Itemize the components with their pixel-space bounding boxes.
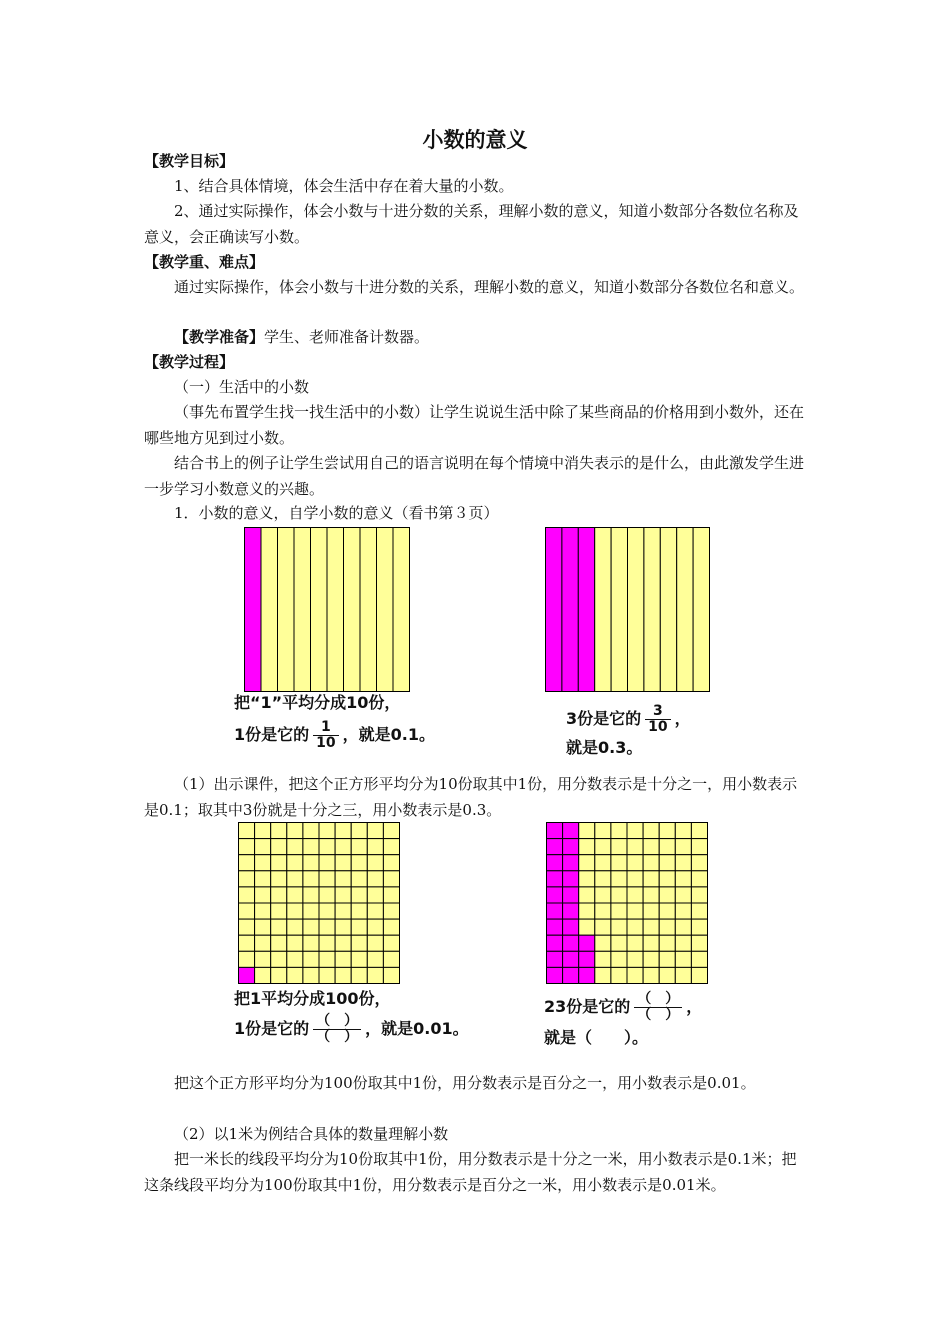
cell [643, 919, 659, 935]
cell [627, 951, 643, 967]
cell [335, 887, 351, 903]
shaded-cell [547, 919, 563, 935]
tenths-grid-three-shaded [545, 527, 710, 692]
fig2-fraction [645, 704, 670, 735]
cell [595, 871, 611, 887]
cell [271, 967, 287, 983]
cell [383, 967, 399, 983]
cell [271, 903, 287, 919]
cell [627, 887, 643, 903]
cell [303, 967, 319, 983]
cell [367, 823, 383, 839]
shaded-cell [563, 823, 579, 839]
cell [627, 855, 643, 871]
cell [643, 871, 659, 887]
fig1-caption-line1: 把“1”平均分成10份， [234, 693, 401, 712]
cell [335, 855, 351, 871]
cell [367, 967, 383, 983]
cell [627, 871, 643, 887]
cell [351, 903, 367, 919]
shaded-cell [563, 967, 579, 983]
cell [287, 823, 303, 839]
cell [239, 855, 255, 871]
cell [239, 919, 255, 935]
cell [595, 935, 611, 951]
cell [335, 935, 351, 951]
teaching-goal-2: 2、通过实际操作，体会小数与十进分数的关系，理解小数的意义，知道小数部分各数位名称及意义，会正确读写小数。 [144, 202, 799, 246]
cell [287, 871, 303, 887]
cell [675, 839, 691, 855]
shaded-cell [563, 839, 579, 855]
cell [367, 935, 383, 951]
cell [611, 855, 627, 871]
cell [691, 967, 707, 983]
paragraph-5: 把一米长的线段平均分为10份取其中1份，用分数表示是十分之一米，用小数表示是0.1米；把这条线段平均分为100份取其中1份，用分数表示是百分之一米，用小数表示是0.01米。 [144, 1150, 797, 1194]
process-heading: 【教学过程】 [144, 353, 235, 371]
shaded-cell [547, 871, 563, 887]
preparation-heading: 【教学准备】 [174, 328, 265, 346]
cell [239, 887, 255, 903]
cell [319, 967, 335, 983]
cell [303, 855, 319, 871]
cell [271, 919, 287, 935]
strip [660, 528, 676, 692]
tenths-grid-one-shaded [244, 527, 410, 692]
cell [271, 839, 287, 855]
cell [335, 951, 351, 967]
cell [351, 871, 367, 887]
cell [675, 823, 691, 839]
fig1-fraction [313, 720, 338, 751]
cell [319, 855, 335, 871]
cell [255, 839, 271, 855]
shaded-cell [239, 967, 255, 983]
cell [579, 855, 595, 871]
shaded-cell [547, 823, 563, 839]
strip [595, 528, 611, 692]
cell [335, 871, 351, 887]
cell [335, 823, 351, 839]
cell [659, 935, 675, 951]
strip [278, 528, 295, 692]
hundredths-grid-twenty-three-shaded [546, 822, 708, 984]
cell [383, 903, 399, 919]
strip [261, 528, 278, 692]
cell [351, 919, 367, 935]
cell [303, 823, 319, 839]
cell [271, 887, 287, 903]
fig4-text-pre: 23份是它的 [544, 997, 631, 1016]
cell [611, 951, 627, 967]
cell [691, 935, 707, 951]
cell [383, 919, 399, 935]
cell [367, 887, 383, 903]
cell [351, 967, 367, 983]
cell [383, 855, 399, 871]
cell [287, 967, 303, 983]
cell [383, 951, 399, 967]
shaded-cell [547, 839, 563, 855]
cell [319, 935, 335, 951]
cell [595, 967, 611, 983]
cell [579, 823, 595, 839]
strip [311, 528, 328, 692]
cell [351, 951, 367, 967]
cell [627, 823, 643, 839]
cell [595, 951, 611, 967]
fig3-caption-line2 [234, 1014, 469, 1045]
cell [675, 919, 691, 935]
cell [303, 839, 319, 855]
strip [693, 528, 709, 692]
cell [255, 935, 271, 951]
cell [627, 967, 643, 983]
cell [367, 839, 383, 855]
cell [255, 887, 271, 903]
cell [335, 919, 351, 935]
shaded-cell [579, 935, 595, 951]
cell [303, 951, 319, 967]
shaded-cell [547, 951, 563, 967]
cell [691, 951, 707, 967]
cell [675, 967, 691, 983]
cell [659, 823, 675, 839]
cell [595, 919, 611, 935]
fig4-fraction [634, 992, 682, 1023]
cell [255, 919, 271, 935]
cell [367, 951, 383, 967]
cell [675, 855, 691, 871]
cell [383, 823, 399, 839]
cell [659, 887, 675, 903]
fig2-denominator: 10 [648, 719, 668, 735]
cell [255, 823, 271, 839]
cell [659, 855, 675, 871]
document-title: 小数的意义 [422, 128, 528, 152]
fig3-fraction [313, 1014, 361, 1045]
cell [303, 935, 319, 951]
cell [659, 919, 675, 935]
fig3-text-post: ，就是0.01。 [365, 1019, 469, 1038]
cell [579, 903, 595, 919]
cell [319, 871, 335, 887]
cell [659, 903, 675, 919]
cell [351, 839, 367, 855]
fig2-text-pre: 3份是它的 [566, 709, 642, 728]
cell [611, 967, 627, 983]
preparation-text: 学生、老师准备计数器。 [264, 328, 430, 346]
strip [327, 528, 344, 692]
cell [255, 903, 271, 919]
strip [393, 528, 410, 692]
cell [579, 919, 595, 935]
cell [351, 823, 367, 839]
cell [271, 823, 287, 839]
cell [383, 887, 399, 903]
fig2-caption-line1 [566, 704, 691, 735]
shaded-cell [579, 967, 595, 983]
cell [691, 839, 707, 855]
cell [595, 823, 611, 839]
cell [579, 839, 595, 855]
cell [287, 887, 303, 903]
cell [643, 823, 659, 839]
cell [579, 887, 595, 903]
fig2-text-post: ， [674, 709, 691, 728]
strip [677, 528, 693, 692]
cell [367, 871, 383, 887]
strip [360, 528, 377, 692]
cell [271, 935, 287, 951]
cell [675, 871, 691, 887]
cell [579, 871, 595, 887]
cell [675, 903, 691, 919]
shaded-strip [562, 528, 578, 692]
cell [675, 951, 691, 967]
cell [319, 919, 335, 935]
fig4-caption-line2: 就是（ ）。 [544, 1028, 649, 1047]
cell [303, 919, 319, 935]
shaded-cell [563, 887, 579, 903]
cell [611, 935, 627, 951]
fig3-numerator: （ ） [313, 1014, 361, 1030]
shaded-cell [547, 935, 563, 951]
cell [351, 887, 367, 903]
key-points-heading: 【教学重、难点】 [144, 253, 265, 271]
cell [239, 823, 255, 839]
cell [627, 903, 643, 919]
shaded-cell [547, 903, 563, 919]
cell [611, 823, 627, 839]
fig4-numerator: （ ） [634, 992, 682, 1008]
cell [643, 951, 659, 967]
cell [659, 871, 675, 887]
shaded-cell [547, 887, 563, 903]
strip [611, 528, 627, 692]
cell [335, 839, 351, 855]
fig4-caption-line1 [544, 992, 702, 1023]
cell [691, 903, 707, 919]
cell [239, 935, 255, 951]
shaded-cell [563, 903, 579, 919]
cell [351, 855, 367, 871]
cell [255, 871, 271, 887]
cell [239, 871, 255, 887]
paragraph-4: 把这个正方形平均分为100份取其中1份，用分数表示是百分之一，用小数表示是0.01。 [174, 1074, 756, 1092]
cell [627, 839, 643, 855]
cell [611, 871, 627, 887]
cell [303, 887, 319, 903]
cell [611, 887, 627, 903]
strip [644, 528, 660, 692]
cell [239, 903, 255, 919]
fig2-caption [566, 704, 691, 761]
fig1-numerator: 1 [313, 720, 338, 736]
cell [255, 967, 271, 983]
cell [303, 903, 319, 919]
shaded-cell [563, 919, 579, 935]
cell [659, 951, 675, 967]
fig2-caption-line2: 就是0.3。 [566, 738, 643, 757]
cell [335, 967, 351, 983]
cell [271, 951, 287, 967]
fig3-caption-line1: 把1平均分成100份， [234, 989, 391, 1008]
paragraph-1: （事先布置学生找一找生活中的小数）让学生说说生活中除了某些商品的价格用到小数外，还在哪些地方见到过小数。 [144, 403, 805, 447]
fig3-text-pre: 1份是它的 [234, 1019, 310, 1038]
cell [287, 919, 303, 935]
cell [255, 855, 271, 871]
shaded-cell [563, 935, 579, 951]
cell [239, 951, 255, 967]
cell [643, 967, 659, 983]
cell [627, 919, 643, 935]
hundredths-grid-one-shaded [238, 822, 400, 984]
cell [675, 887, 691, 903]
cell [255, 951, 271, 967]
fig1-caption [234, 690, 435, 751]
cell [691, 887, 707, 903]
cell [287, 855, 303, 871]
cell [659, 967, 675, 983]
cell [675, 935, 691, 951]
paragraph-2: 结合书上的例子让学生尝试用自己的语言说明在每个情境中消失表示的是什么，由此激发学生进一步学习小数意义的兴趣。 [144, 454, 805, 498]
fig4-caption [544, 992, 702, 1051]
cell [319, 839, 335, 855]
fig3-caption [234, 986, 469, 1045]
cell [287, 903, 303, 919]
fig3-denominator: （ ） [316, 1029, 359, 1045]
fig4-denominator: （ ） [637, 1007, 680, 1023]
cell [691, 871, 707, 887]
cell [351, 935, 367, 951]
strip [344, 528, 361, 692]
shaded-strip [546, 528, 562, 692]
preparation-line [144, 324, 808, 350]
cell [271, 855, 287, 871]
shaded-cell [563, 951, 579, 967]
key-points-text: 通过实际操作，体会小数与十进分数的关系，理解小数的意义，知道小数部分各数位名和意义。 [174, 278, 805, 296]
cell [611, 839, 627, 855]
cell [271, 871, 287, 887]
fig2-numerator: 3 [645, 704, 670, 720]
cell [595, 903, 611, 919]
cell [287, 839, 303, 855]
shaded-cell [579, 951, 595, 967]
cell [239, 839, 255, 855]
cell [383, 871, 399, 887]
cell [611, 903, 627, 919]
cell [383, 839, 399, 855]
fig1-denominator: 10 [316, 735, 336, 751]
teaching-goal-1: 1、结合具体情境，体会生活中存在着大量的小数。 [174, 177, 514, 195]
shaded-cell [547, 855, 563, 871]
cell [303, 871, 319, 887]
cell [319, 903, 335, 919]
shaded-cell [547, 967, 563, 983]
cell [287, 935, 303, 951]
cell [691, 919, 707, 935]
cell [367, 903, 383, 919]
cell [691, 855, 707, 871]
fig4-text-post: ， [686, 997, 703, 1016]
cell [643, 855, 659, 871]
shaded-strip [578, 528, 594, 692]
item-2: （2）以1米为例结合具体的数量理解小数 [174, 1125, 449, 1143]
cell [627, 935, 643, 951]
cell [335, 903, 351, 919]
fig1-text-pre: 1份是它的 [234, 725, 310, 744]
cell [643, 903, 659, 919]
cell [643, 839, 659, 855]
section-1-heading: （一）生活中的小数 [174, 378, 310, 396]
cell [287, 951, 303, 967]
cell [595, 887, 611, 903]
paragraph-3: （1）出示课件，把这个正方形平均分为10份取其中1份，用分数表示是十分之一，用小数表示是0.1；取其中3份就是十分之三，用小数表示是0.3。 [144, 775, 798, 819]
shaded-strip [245, 528, 262, 692]
teaching-goal-heading: 【教学目标】 [144, 152, 235, 170]
cell [383, 935, 399, 951]
strip [294, 528, 311, 692]
cell [643, 887, 659, 903]
strip [377, 528, 394, 692]
cell [367, 855, 383, 871]
cell [611, 919, 627, 935]
shaded-cell [563, 871, 579, 887]
fig1-caption-line2 [234, 720, 435, 751]
cell [659, 839, 675, 855]
cell [691, 823, 707, 839]
cell [319, 887, 335, 903]
cell [367, 919, 383, 935]
fig1-text-post: ，就是0.1。 [342, 725, 435, 744]
cell [595, 839, 611, 855]
cell [595, 855, 611, 871]
shaded-cell [563, 855, 579, 871]
item-1: 1．小数的意义，自学小数的意义（看书第３页） [174, 504, 499, 522]
strip [628, 528, 644, 692]
cell [643, 935, 659, 951]
cell [319, 951, 335, 967]
cell [319, 823, 335, 839]
